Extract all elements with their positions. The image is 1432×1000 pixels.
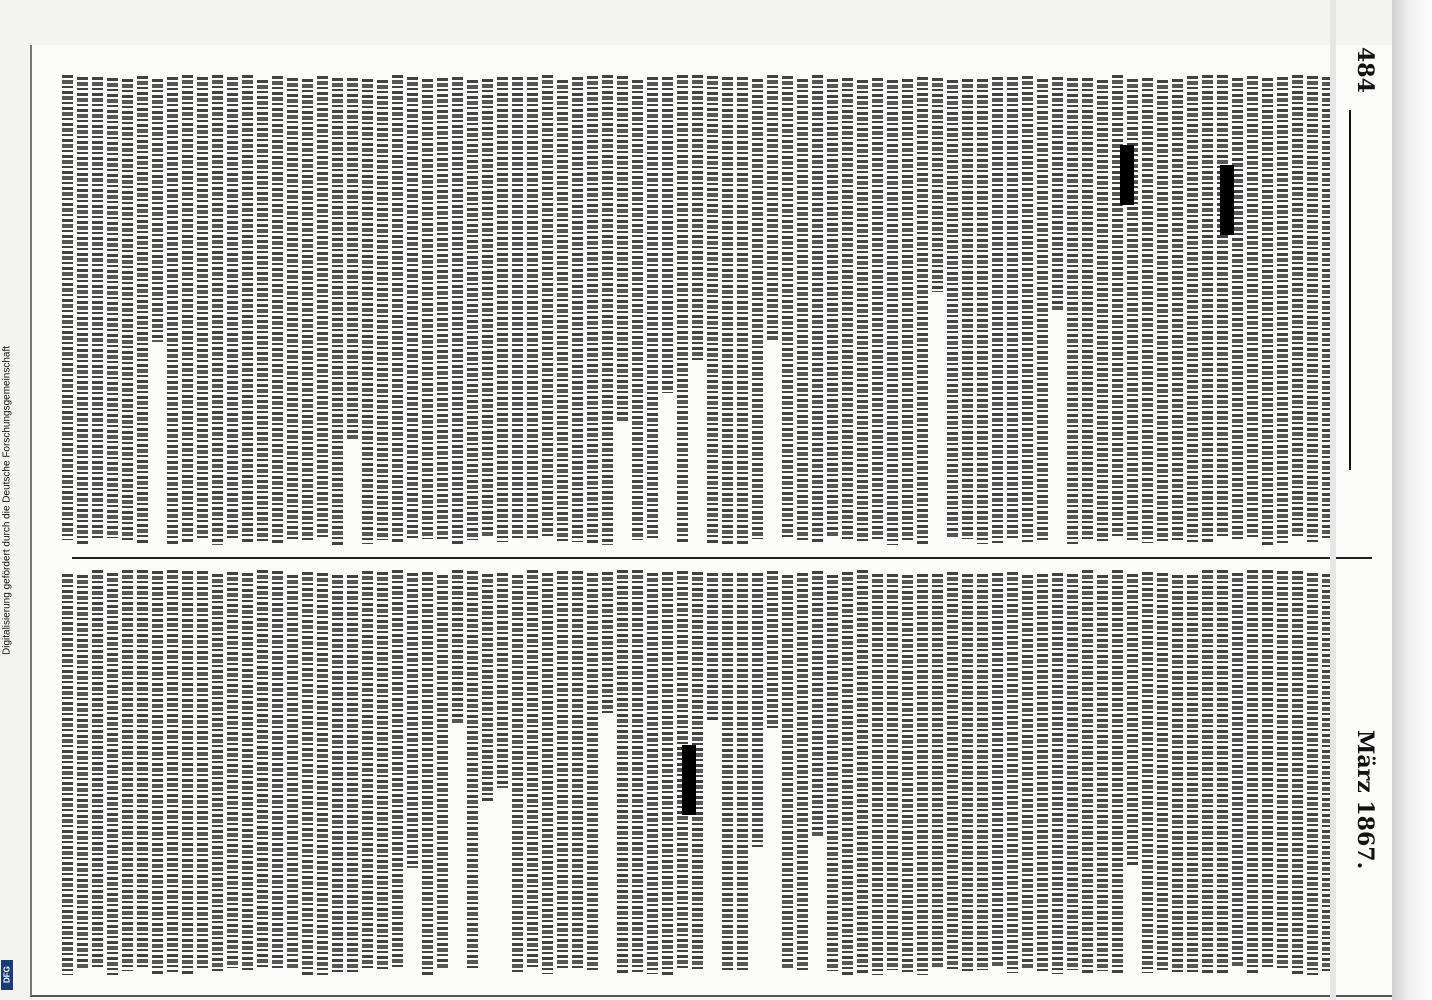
text-line [587,76,598,545]
text-line [887,80,898,545]
text-line [392,75,403,543]
text-line [107,573,118,975]
digitization-caption: Digitalisierung gefördert durch die Deutsche Forschungsgemeinschaft [1,345,13,655]
text-line [962,79,973,539]
text-line [317,573,328,975]
text-line [602,75,613,545]
text-line [497,573,508,788]
text-line [872,574,883,975]
text-line [647,573,658,974]
text-line [347,78,358,441]
text-line [542,573,553,974]
text-line [437,78,448,540]
text-line [572,77,583,542]
text-line [422,572,433,975]
text-line [512,77,523,538]
running-head [1345,40,1385,960]
text-line [407,573,418,868]
text-line [992,573,1003,968]
text-line [347,575,358,972]
text-line [932,78,943,292]
text-line [1007,77,1018,539]
section-heading-mark [682,745,696,815]
text-line [1112,570,1123,973]
text-line [632,570,643,972]
text-line [947,80,958,539]
text-line [1052,573,1063,974]
text-line [302,572,313,975]
text-line [662,572,673,975]
text-line [212,574,223,973]
text-line [1217,75,1228,538]
text-line [647,77,658,540]
text-line [512,575,523,972]
text-line [107,78,118,538]
text-line [1307,573,1318,975]
text-line [1172,575,1183,972]
text-line [227,77,238,541]
text-line [302,79,313,543]
text-line [317,76,328,540]
text-line [842,572,853,975]
text-line [152,571,163,974]
section-heading-mark [1220,165,1234,235]
text-line [212,75,223,545]
text-line [182,75,193,542]
text-line [527,570,538,969]
text-line [77,77,88,545]
text-line [272,76,283,543]
text-line [542,75,553,538]
text-line [707,76,718,543]
text-line [287,78,298,542]
text-line [842,78,853,542]
session-date: März 1867. [1352,730,1378,870]
text-line [782,575,793,968]
text-line [1082,78,1093,542]
text-line [782,76,793,539]
text-line [917,574,928,975]
text-line [1202,75,1213,542]
text-line [257,80,268,541]
text-line [377,572,388,971]
text-line [497,77,508,542]
text-line [167,570,178,972]
text-line [932,574,943,968]
text-line [602,572,613,715]
text-line [1097,80,1108,542]
text-line [1067,574,1078,970]
text-line [692,75,703,362]
text-line [332,575,343,973]
text-line [572,571,583,969]
text-line [1037,79,1048,540]
text-line [467,571,478,970]
text-line [272,571,283,971]
text-line [737,573,748,973]
text-line [407,77,418,538]
text-line [62,574,73,975]
text-line [152,79,163,342]
text-line [1247,570,1258,973]
text-line [1187,575,1198,972]
text-line [722,573,733,973]
column-divider [72,557,1372,559]
text-line [1007,572,1018,973]
text-line [1277,77,1288,543]
text-line [992,77,1003,543]
text-line [797,573,808,970]
text-line [722,77,733,545]
text-line [1247,76,1258,540]
text-line [737,77,748,545]
text-line [362,571,373,968]
text-line [137,570,148,970]
text-line [1172,79,1183,543]
text-line [482,79,493,538]
text-line [872,78,883,542]
text-line [197,571,208,968]
text-line [557,80,568,541]
text-line [767,75,778,342]
text-line [227,572,238,968]
text-line [1292,75,1303,538]
text-line [707,573,718,721]
text-line [467,80,478,540]
text-line [1097,575,1108,971]
text-line [557,571,568,968]
text-line [77,575,88,968]
dfg-logo-icon: DFG [1,960,13,990]
text-line [632,80,643,540]
text-line [827,79,838,538]
text-line [62,75,73,540]
text-line [677,75,688,542]
text-line [92,570,103,970]
text-line [902,79,913,540]
text-line [392,570,403,970]
text-line [1157,573,1168,971]
text-line [1142,572,1153,973]
text-line [182,571,193,974]
document-page [30,45,1396,997]
header-rule [1349,110,1385,470]
text-line [662,77,673,393]
text-line [1157,80,1168,542]
text-line [1067,78,1078,544]
text-line [1232,78,1243,542]
text-line [617,76,628,423]
page-number: 484 [1352,47,1378,93]
text-line [812,571,823,838]
text-line [422,79,433,539]
text-line [1052,77,1063,312]
text-line [767,571,778,729]
text-line [827,575,838,971]
text-line [857,80,868,542]
text-line [1022,76,1033,542]
text-line [962,574,973,974]
text-line [437,575,448,970]
text-line [242,75,253,542]
text-line [977,574,988,970]
text-line [137,76,148,543]
page-shadow [1392,0,1432,1000]
text-line [1217,570,1228,975]
section-heading-mark [1120,145,1134,205]
text-line [752,573,763,847]
text-line [287,575,298,969]
text-line [977,79,988,544]
text-line [1187,76,1198,542]
text-line [1127,574,1138,866]
text-line [752,79,763,539]
text-line [122,79,133,542]
text-line [1022,575,1033,970]
text-line [257,570,268,968]
text-line [1292,571,1303,975]
text-line [917,77,928,544]
text-line [1202,570,1213,975]
text-line [1307,76,1318,542]
text-line [857,570,868,975]
text-line [902,575,913,972]
page-edge [1330,0,1336,1000]
text-line [1142,78,1153,543]
text-line [452,77,463,545]
text-line [377,80,388,540]
text-line [167,77,178,545]
text-line [1262,570,1273,970]
text-line [197,77,208,541]
text-line [947,572,958,969]
text-line [452,570,463,723]
text-line [332,78,343,545]
text-line [1232,573,1243,968]
text-line [797,79,808,540]
text-line [887,574,898,970]
text-line [122,570,133,971]
text-line [812,75,823,544]
text-line [587,573,598,973]
text-line [362,79,373,544]
text-line [1262,78,1273,545]
text-line [242,573,253,973]
text-line [527,77,538,538]
text-line [1082,570,1093,974]
text-line [1037,574,1048,972]
text-line [482,574,493,801]
text-line [1277,571,1288,969]
text-line [617,570,628,975]
text-line [92,77,103,538]
